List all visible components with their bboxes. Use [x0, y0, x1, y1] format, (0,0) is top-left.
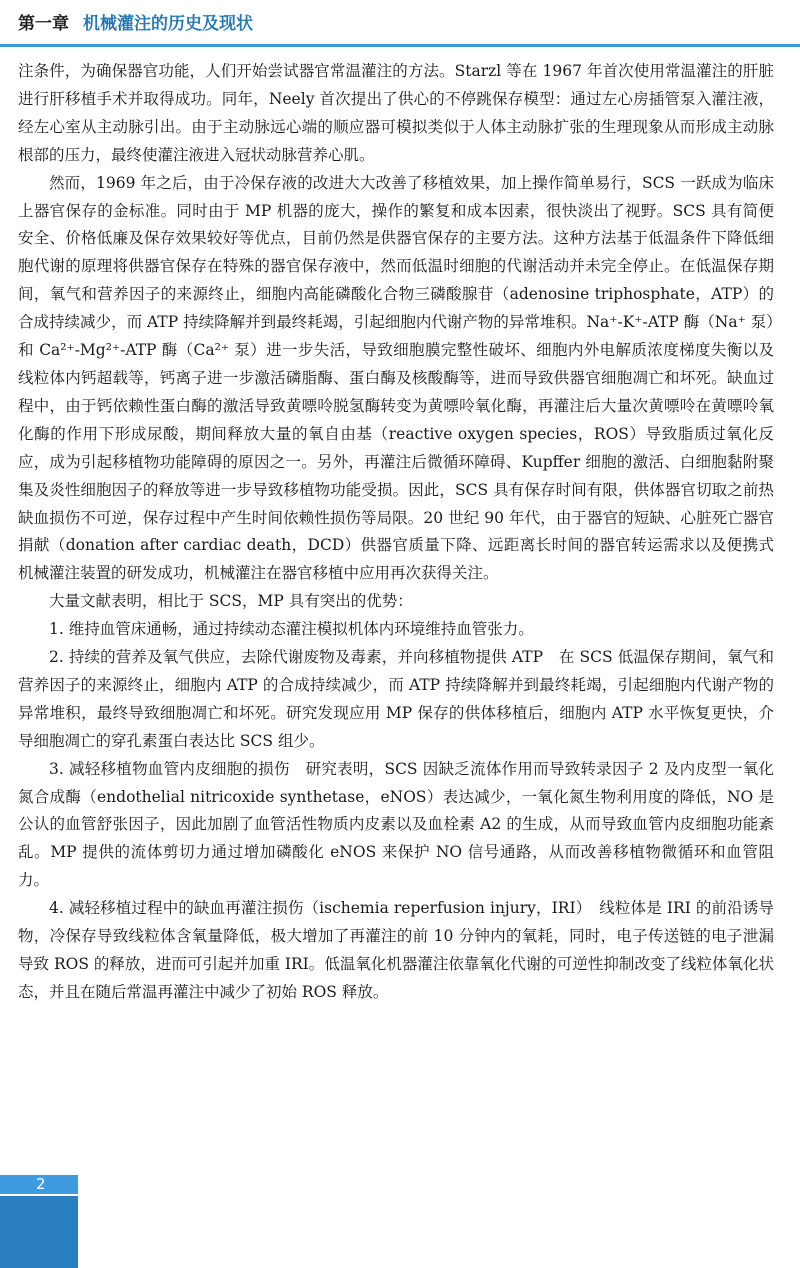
page-number-box: [0, 1175, 78, 1196]
paragraph-scs-history: 然而，1969 年之后，由于冷保存液的改进大大改善了移植效果，加上操作简单易行，SCS 一跃成为临床上器官保存的金标准。同时由于 MP 机器的庞大，操作的繁复和成本因素，很快淡出了视野。SCS 具有简便安全、价格低廉及保存效果较好等优点，目前仍然是供器官保存的主要方法。这种方法基于低温条件下降低细胞代谢的原理将供器官保存在特殊的器官保存液中，然而低温时细胞的代谢活动并未完全停止。在低温保存期间，氧气和营养因子的来源终止，细胞内高能磷酸化合物三磷酸腺苷（adenosine triphosphate，ATP）的合成持续减少，而 ATP 持续降解并到最终耗竭，引起细胞内代谢产物的异常堆积。Na⁺-K⁺-ATP 酶（Na⁺ 泵）和 Ca²⁺-Mg²⁺-ATP 酶（Ca²⁺ 泵）进一步失活，导致细胞膜完整性破坏、细胞内外电解质浓度梯度失衡以及线粒体内钙超载等，钙离子进一步激活磷脂酶、蛋白酶及核酸酶等，进而导致供器官细胞凋亡和坏死。缺血过程中，由于钙依赖性蛋白酶的激活导致黄嘌呤脱氢酶转变为黄嘌呤氧化酶，再灌注后大量次黄嘌呤在黄嘌呤氧化酶的作用下形成尿酸，期间释放大量的氧自由基（reactive oxygen species，ROS）导致脂质过氧化反应，成为引起移植物功能障碍的原因之一。另外，再灌注后微循环障碍、Kupffer 细胞的激活、白细胞黏附聚集及炎性细胞因子的释放等进一步导致移植物功能受损。因此，SCS 具有保存时间有限，供体器官切取之前热缺血损伤不可逆，保存过程中产生时间依赖性损伤等局限。20 世纪 90 年代，由于器官的短缺、心脏死亡器官捐献（donation after cardiac death，DCD）供器官质量下降、远距离长时间的器官转运需求以及便携式机械灌注装置的研发成功，机械灌注在器官移植中应用再次获得关注。: [18, 173, 774, 583]
chapter-label: 第一章: [18, 14, 69, 34]
list-item-2: 2. 持续的营养及氧气供应，去除代谢废物及毒素，并向移植物提供 ATP 在 SCS 低温保存期间，氧气和营养因子的来源终止，细胞内 ATP 的合成持续减少，而 ATP 持续降解并到最终耗竭，引起细胞内代谢产物的异常堆积，最终导致细胞凋亡和坏死。研究发现应用 MP 保存的供体移植后，细胞内 ATP 水平恢复更快，介导细胞凋亡的穿孔素蛋白表达比 SCS 组少。: [18, 648, 774, 750]
chapter-heading: [18, 12, 253, 36]
list-item-4: 4. 减轻移植过程中的缺血再灌注损伤（ischemia reperfusion injury，IRI） 线粒体是 IRI 的前沿诱导物，冷保存导致线粒体含氧量降低，极大增加了再灌注的前 10 分钟内的氧耗，同时，电子传送链的电子泄漏导致 ROS 的释放，进而可引起并加重 IRI。低温氧化机器灌注依靠氧化代谢的可逆性抑制改变了线粒体氧化状态，并且在随后常温再灌注中减少了初始 ROS 释放。: [18, 899, 774, 1001]
running-header: [0, 0, 800, 50]
header-rule: [0, 44, 800, 47]
page-number: 2: [36, 1175, 46, 1193]
chapter-title: 机械灌注的历史及现状: [83, 14, 253, 34]
list-item-3: 3. 减轻移植物血管内皮细胞的损伤 研究表明，SCS 因缺乏流体作用而导致转录因子 2 及内皮型一氧化氮合成酶（endothelial nitricoxide synthetase，eNOS）表达减少，一氧化氮生物利用度的降低，NO 是公认的血管舒张因子，因此加剧了血管活性物质内皮素以及血栓素 A2 的生成，从而导致血管内皮细胞功能紊乱。MP 提供的流体剪切力通过增加磷酸化 eNOS 来保护 NO 信号通路，从而改善移植物微循环和血管阻力。: [18, 759, 774, 890]
paragraph-continuation: 注条件，为确保器官功能，人们开始尝试器官常温灌注的方法。Starzl 等在 1967 年首次使用常温灌注的肝脏进行肝移植手术并取得成功。同年，Neely 首次提出了供心的不停跳保存模型：通过左心房插管泵入灌注液，经左心室从主动脉引出。由于主动脉远心端的顺应器可模拟类似于人体主动脉扩张的生理现象从而形成主动脉根部的压力，最终使灌注液进入冠状动脉营养心肌。: [18, 62, 774, 164]
body-text: [18, 58, 774, 1007]
list-item-1: 1. 维持血管床通畅，通过持续动态灌注模拟机体内环境维持血管张力。: [49, 620, 534, 639]
paragraph-advantages-intro: 大量文献表明，相比于 SCS，MP 具有突出的优势：: [49, 592, 413, 611]
